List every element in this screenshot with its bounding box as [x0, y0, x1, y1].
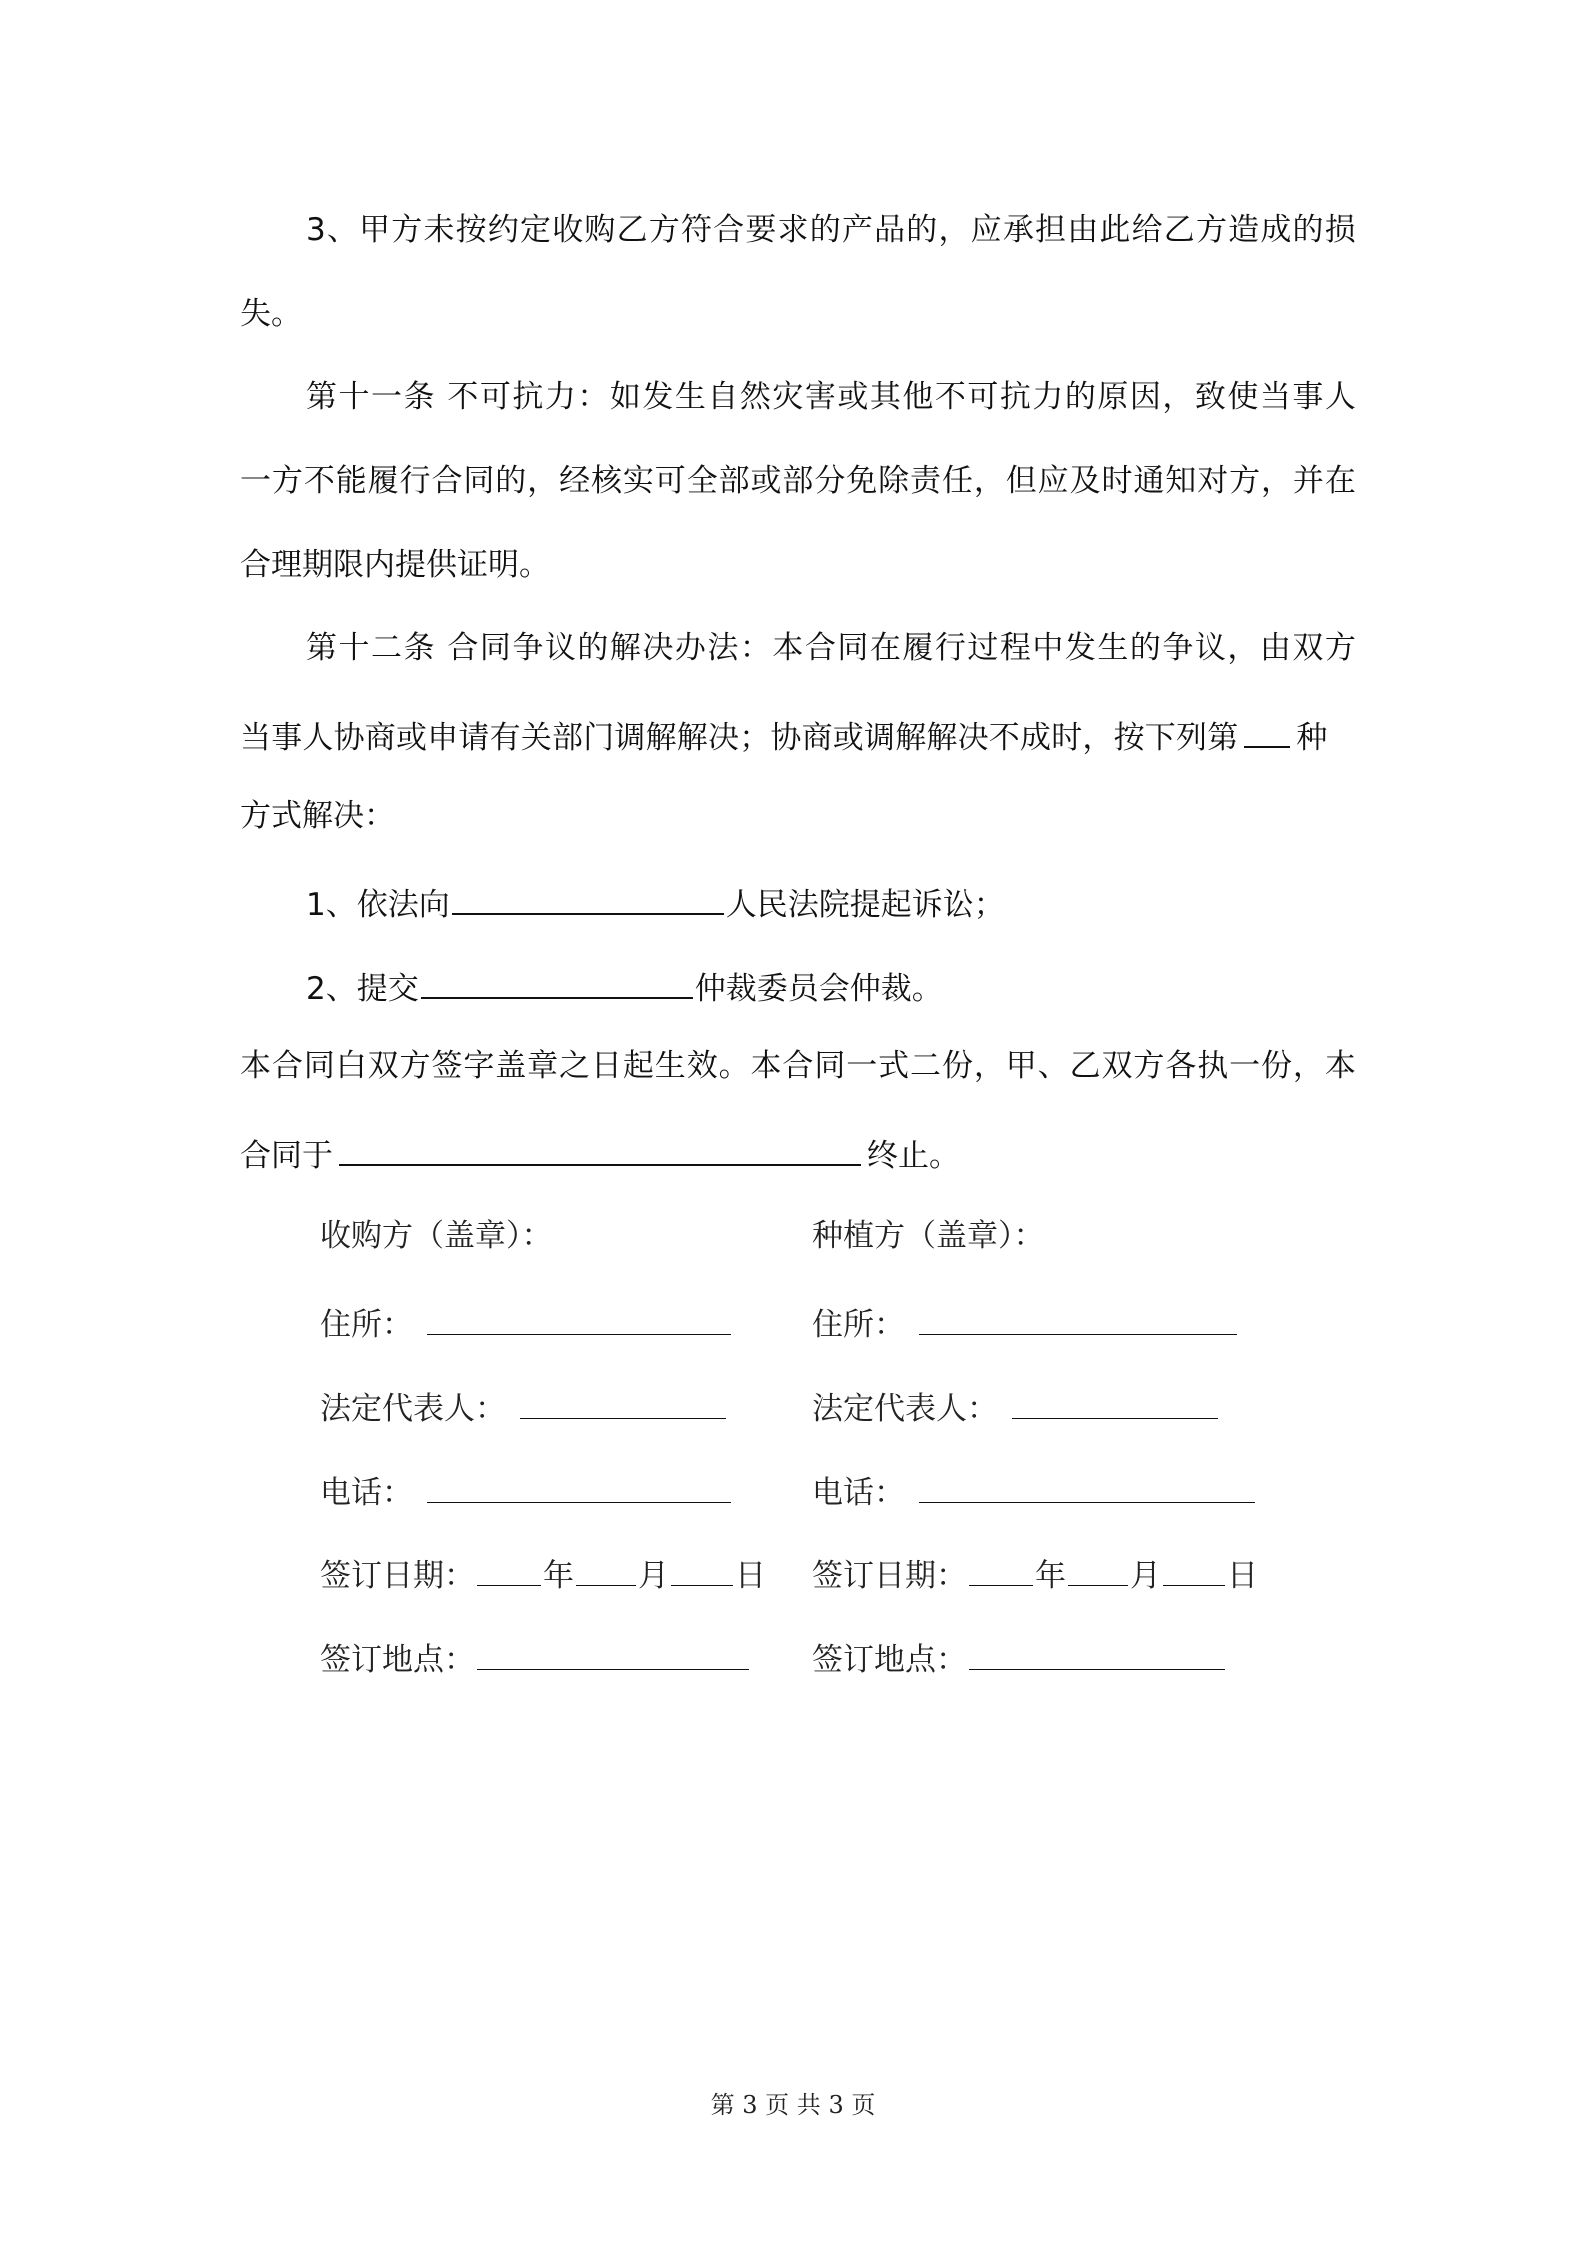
char: 按: [455, 212, 487, 248]
char: 除: [878, 463, 910, 499]
buyer-title: 收购方（盖章）：: [320, 1218, 553, 1254]
char: 核: [590, 463, 622, 499]
char: 给: [1131, 212, 1163, 248]
char: 在: [1324, 463, 1356, 499]
char: 白: [335, 1048, 367, 1084]
char: 可: [654, 463, 686, 499]
char: 章: [527, 1048, 559, 1084]
char: 字: [463, 1048, 495, 1084]
char: 合: [782, 1048, 814, 1084]
char: 十: [338, 630, 370, 666]
char: 方: [271, 463, 303, 499]
char: 方: [399, 1048, 431, 1084]
char: 然: [739, 379, 771, 415]
article-12-line-3: 方式解决：: [240, 798, 395, 834]
grower-address: [812, 1300, 1239, 1345]
grower-date-label: 签订日期：: [812, 1558, 967, 1594]
char: 同: [837, 630, 869, 666]
article-11-line-1: [306, 377, 1356, 417]
char: 程: [999, 630, 1031, 666]
char: 日: [590, 1048, 622, 1084]
article-11-line-3: 合理期限内提供证明。: [240, 547, 550, 583]
char: ，: [1261, 463, 1292, 499]
buyer-rep-label: 法定代表人：: [320, 1391, 506, 1427]
char: 产: [841, 212, 873, 248]
char: 争: [1162, 630, 1194, 666]
buyer-rep: [320, 1384, 728, 1429]
buyer-month-blank[interactable]: [576, 1551, 636, 1586]
char: 合: [431, 463, 463, 499]
grower-address-label: 住所：: [812, 1307, 905, 1343]
char: 方: [1133, 1048, 1165, 1084]
char: 成: [1260, 212, 1292, 248]
char: [436, 377, 446, 417]
grower-rep: [812, 1384, 1220, 1429]
buyer-place: [320, 1635, 751, 1680]
char: 法: [707, 630, 739, 666]
court-name-blank[interactable]: [452, 879, 724, 915]
termination-date-blank[interactable]: [339, 1130, 861, 1166]
char: 议: [1194, 630, 1226, 666]
char: 方: [391, 212, 423, 248]
char: ，: [938, 212, 970, 248]
char: 方: [1324, 630, 1356, 666]
char: 起: [622, 1048, 654, 1084]
buyer-month-label: 月: [638, 1558, 669, 1594]
method-number-blank[interactable]: [1244, 712, 1290, 748]
char: 方: [1229, 463, 1261, 499]
char: 此: [1099, 212, 1131, 248]
char: 合: [271, 1048, 303, 1084]
char: 方: [648, 212, 680, 248]
char: 部: [718, 463, 750, 499]
char: 乙: [1163, 212, 1195, 248]
char: 实: [622, 463, 654, 499]
char: 式: [878, 1048, 910, 1084]
char: 对: [1197, 463, 1229, 499]
char: 第: [306, 630, 337, 666]
char: 条: [403, 379, 435, 415]
grower-phone-label: 电话：: [812, 1475, 905, 1511]
char: 不: [303, 463, 335, 499]
char: 知: [1165, 463, 1197, 499]
page-footer: 第 3 页 共 3 页: [710, 2091, 876, 2119]
grower-title: 种植方（盖章）：: [812, 1218, 1045, 1254]
grower-address-blank[interactable]: [919, 1300, 1237, 1335]
grower-year-blank[interactable]: [969, 1551, 1033, 1586]
grower-year-label: 年: [1035, 1558, 1066, 1594]
char: 或: [750, 463, 782, 499]
char: 行: [934, 630, 966, 666]
char: 履: [367, 463, 399, 499]
char: 行: [399, 463, 431, 499]
char: 损: [1324, 212, 1356, 248]
char: 因: [1129, 379, 1161, 415]
option-2: [306, 963, 943, 1009]
buyer-phone: [320, 1468, 733, 1513]
char: 及: [1069, 463, 1101, 499]
char: 甲: [359, 212, 391, 248]
char: 未: [423, 212, 455, 248]
char: 不: [447, 379, 479, 415]
char: 使: [1227, 379, 1259, 415]
char: 品: [874, 212, 906, 248]
char: ，: [1162, 379, 1194, 415]
char: 分: [814, 463, 846, 499]
char: 3: [306, 212, 326, 248]
char: 议: [544, 630, 576, 666]
article-11-line-2: [240, 461, 1356, 501]
char: 约: [487, 212, 519, 248]
char: 部: [782, 463, 814, 499]
char: 条: [403, 630, 435, 666]
char: 决: [642, 630, 674, 666]
arbitration-name-blank[interactable]: [421, 963, 693, 999]
char: ：: [739, 630, 771, 666]
char: 其: [869, 379, 901, 415]
char: 生: [674, 379, 706, 415]
char: 要: [745, 212, 777, 248]
char: 抗: [999, 379, 1031, 415]
char: ，: [973, 463, 1005, 499]
char: 十: [338, 379, 370, 415]
char: 乙: [1069, 1048, 1101, 1084]
char: 致: [1194, 379, 1226, 415]
char: 合: [447, 630, 479, 666]
char: 的: [495, 463, 527, 499]
buyer-address: [320, 1300, 733, 1345]
grower-date: [812, 1551, 1258, 1596]
char: 。: [718, 1048, 750, 1084]
grower-phone: [812, 1468, 1257, 1513]
buyer-phone-label: 电话：: [320, 1475, 413, 1511]
char: 过: [967, 630, 999, 666]
char: 事: [1292, 379, 1324, 415]
article-12-line-1: [306, 628, 1356, 668]
effect-line-1: [240, 1046, 1356, 1086]
char: 发: [642, 379, 674, 415]
buyer-address-label: 住所：: [320, 1307, 413, 1343]
char: 力: [1032, 379, 1064, 415]
char: 本: [1324, 1048, 1356, 1084]
char: 担: [1035, 212, 1067, 248]
char: 解: [609, 630, 641, 666]
char: 签: [431, 1048, 463, 1084]
char: 自: [707, 379, 739, 415]
char: 承: [1002, 212, 1034, 248]
option-1-prefix: 1、依法向: [306, 887, 450, 923]
char: 、: [1037, 1048, 1069, 1084]
char: 生: [654, 1048, 686, 1084]
char: 各: [1165, 1048, 1197, 1084]
char: 第: [306, 379, 337, 415]
char: 之: [559, 1048, 591, 1084]
char: 当: [1259, 379, 1291, 415]
char: 责: [910, 463, 942, 499]
char: 他: [902, 379, 934, 415]
char: 定: [520, 212, 552, 248]
char: 应: [970, 212, 1002, 248]
grower-place-label: 签订地点：: [812, 1642, 967, 1678]
char: 效: [686, 1048, 718, 1084]
char: 合: [713, 212, 745, 248]
option-1: [306, 879, 1005, 925]
char: 不: [934, 379, 966, 415]
grower-rep-label: 法定代表人：: [812, 1391, 998, 1427]
char: 的: [1064, 379, 1096, 415]
char: 可: [479, 379, 511, 415]
char: 或: [837, 379, 869, 415]
char: 的: [906, 212, 938, 248]
char: 同: [463, 463, 495, 499]
effect-line-2: [240, 1130, 960, 1176]
char: 同: [479, 630, 511, 666]
char: 一: [371, 379, 402, 415]
char: ，: [1227, 630, 1259, 666]
buyer-place-blank[interactable]: [477, 1635, 749, 1670]
char: 如: [609, 379, 641, 415]
char: ，: [527, 463, 559, 499]
char: 乙: [616, 212, 648, 248]
char: 的: [1292, 212, 1324, 248]
char: 害: [804, 379, 836, 415]
char: 抗: [512, 379, 544, 415]
char: 双: [1292, 630, 1324, 666]
char: ：: [577, 379, 609, 415]
effect-line-2-suffix: 终止。: [867, 1138, 960, 1174]
char: 争: [512, 630, 544, 666]
char: 并: [1292, 463, 1324, 499]
char: 原: [1097, 379, 1129, 415]
char: 、: [326, 212, 358, 248]
char: 一: [846, 1048, 878, 1084]
buyer-day-label: 日: [735, 1558, 766, 1594]
char: 一: [240, 463, 271, 499]
char: 应: [1037, 463, 1069, 499]
char: 的: [577, 630, 609, 666]
clause-3-line-2: 失。: [240, 296, 302, 332]
buyer-date-label: 签订日期：: [320, 1558, 475, 1594]
char: 同: [814, 1048, 846, 1084]
grower-month-label: 月: [1130, 1558, 1161, 1594]
char: 在: [869, 630, 901, 666]
char: 符: [680, 212, 712, 248]
char: 发: [1064, 630, 1096, 666]
char: 同: [303, 1048, 335, 1084]
grower-phone-blank[interactable]: [919, 1468, 1255, 1503]
char: 造: [1228, 212, 1260, 248]
grower-place-blank[interactable]: [969, 1635, 1225, 1670]
char: 本: [772, 630, 804, 666]
char: 由: [1067, 212, 1099, 248]
char: 二: [371, 630, 402, 666]
grower-month-blank[interactable]: [1068, 1551, 1128, 1586]
char: 经: [559, 463, 591, 499]
article-12-line-2-end: 种: [1296, 720, 1328, 756]
buyer-year-blank[interactable]: [477, 1551, 541, 1586]
option-1-suffix: 人民法院提起诉讼；: [725, 887, 1005, 923]
char: 中: [1032, 630, 1064, 666]
char: 的: [809, 212, 841, 248]
char: 合: [804, 630, 836, 666]
clause-3-line-1: [306, 210, 1356, 250]
char: ，: [973, 1048, 1005, 1084]
char: 能: [335, 463, 367, 499]
char: 份: [1261, 1048, 1292, 1084]
char: 份: [941, 1048, 973, 1084]
grower-day-label: 日: [1227, 1558, 1258, 1594]
char: 求: [777, 212, 809, 248]
char: 执: [1197, 1048, 1229, 1084]
char: 双: [367, 1048, 399, 1084]
buyer-day-blank[interactable]: [671, 1551, 733, 1586]
char: 的: [1129, 630, 1161, 666]
char: 办: [674, 630, 706, 666]
grower-rep-blank[interactable]: [1012, 1384, 1218, 1419]
char: 双: [1101, 1048, 1133, 1084]
char: 方: [1195, 212, 1227, 248]
article-12-line-2: [240, 712, 1356, 758]
buyer-rep-blank[interactable]: [520, 1384, 726, 1419]
char: 时: [1101, 463, 1133, 499]
buyer-year-label: 年: [543, 1558, 574, 1594]
char: 甲: [1005, 1048, 1037, 1084]
char: 任: [941, 463, 973, 499]
buyer-address-blank[interactable]: [427, 1300, 731, 1335]
article-12-line-2-text: 当事人协商或申请有关部门调解解决；协商或调解解决不成时，按下列第: [240, 720, 1239, 756]
buyer-phone-blank[interactable]: [427, 1468, 731, 1503]
grower-day-blank[interactable]: [1163, 1551, 1225, 1586]
option-2-suffix: 仲裁委员会仲裁。: [694, 971, 943, 1007]
char: 人: [1324, 379, 1356, 415]
char: 购: [584, 212, 616, 248]
char: 灾: [772, 379, 804, 415]
grower-place: [812, 1635, 1227, 1680]
char: 可: [967, 379, 999, 415]
char: 收: [552, 212, 584, 248]
option-2-prefix: 2、提交: [306, 971, 419, 1007]
char: 力: [544, 379, 576, 415]
char: 本: [240, 1048, 271, 1084]
char: [436, 628, 446, 668]
char: ，: [1292, 1048, 1324, 1084]
char: 一: [1229, 1048, 1261, 1084]
char: 二: [910, 1048, 942, 1084]
char: 履: [902, 630, 934, 666]
char: 盖: [495, 1048, 527, 1084]
char: 通: [1133, 463, 1165, 499]
buyer-place-label: 签订地点：: [320, 1642, 475, 1678]
effect-line-2-prefix: 合同于: [240, 1138, 333, 1174]
char: 生: [1097, 630, 1129, 666]
buyer-date: [320, 1551, 766, 1596]
char: 全: [686, 463, 718, 499]
char: 由: [1259, 630, 1291, 666]
char: 免: [846, 463, 878, 499]
char: 本: [750, 1048, 782, 1084]
char: 但: [1005, 463, 1037, 499]
